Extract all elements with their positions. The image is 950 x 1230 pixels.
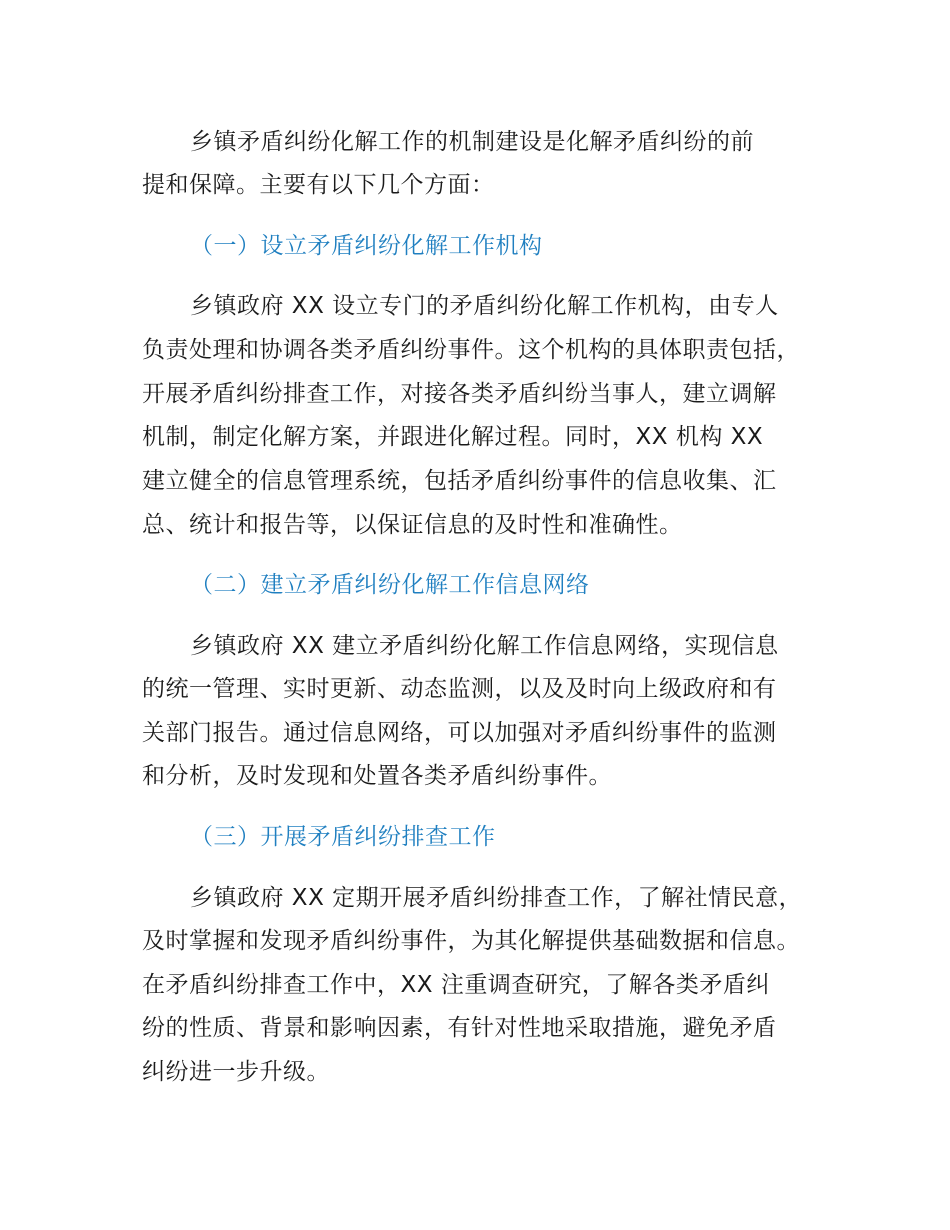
section-2-line-3: 关部门报告。通过信息网络，可以加强对矛盾纠纷事件的监测 xyxy=(142,720,777,746)
section-2-line-4: 和分析，及时发现和处置各类矛盾纠纷事件。 xyxy=(142,763,612,789)
section-2-heading: （二）建立矛盾纠纷化解工作信息网络 xyxy=(190,572,590,598)
section-3-line-4: 纷的性质、背景和影响因素，有针对性地采取措施，避免矛盾 xyxy=(142,1015,777,1041)
section-3-line-3: 在矛盾纠纷排查工作中，XX 注重调查研究，了解各类矛盾纠 xyxy=(142,972,770,998)
section-3-heading: （三）开展矛盾纠纷排查工作 xyxy=(190,824,496,850)
section-1-line-3: 开展矛盾纠纷排查工作，对接各类矛盾纠纷当事人，建立调解 xyxy=(142,381,777,407)
section-2-line-1: 乡镇政府 XX 建立矛盾纠纷化解工作信息网络，实现信息 xyxy=(190,633,779,659)
section-1-line-6: 总、统计和报告等，以保证信息的及时性和准确性。 xyxy=(142,512,683,538)
intro-line-1: 乡镇矛盾纠纷化解工作的机制建设是化解矛盾纠纷的前 xyxy=(190,129,754,155)
intro-line-2: 提和保障。主要有以下几个方面： xyxy=(142,172,495,198)
section-3-line-5: 纠纷进一步升级。 xyxy=(142,1059,330,1085)
section-1-line-4: 机制，制定化解方案，并跟进化解过程。同时，XX 机构 XX xyxy=(142,424,764,450)
section-1-line-2: 负责处理和协调各类矛盾纠纷事件。这个机构的具体职责包括， xyxy=(142,337,800,363)
section-1-line-1: 乡镇政府 XX 设立专门的矛盾纠纷化解工作机构，由专人 xyxy=(190,293,779,319)
section-1-line-5: 建立健全的信息管理系统，包括矛盾纠纷事件的信息收集、汇 xyxy=(142,468,777,494)
section-1-heading: （一）设立矛盾纠纷化解工作机构 xyxy=(190,233,543,259)
section-3-line-1: 乡镇政府 XX 定期开展矛盾纠纷排查工作，了解社情民意， xyxy=(190,885,803,911)
section-3-line-2: 及时掌握和发现矛盾纠纷事件，为其化解提供基础数据和信息。 xyxy=(142,928,800,954)
section-2-line-2: 的统一管理、实时更新、动态监测，以及及时向上级政府和有 xyxy=(142,676,777,702)
